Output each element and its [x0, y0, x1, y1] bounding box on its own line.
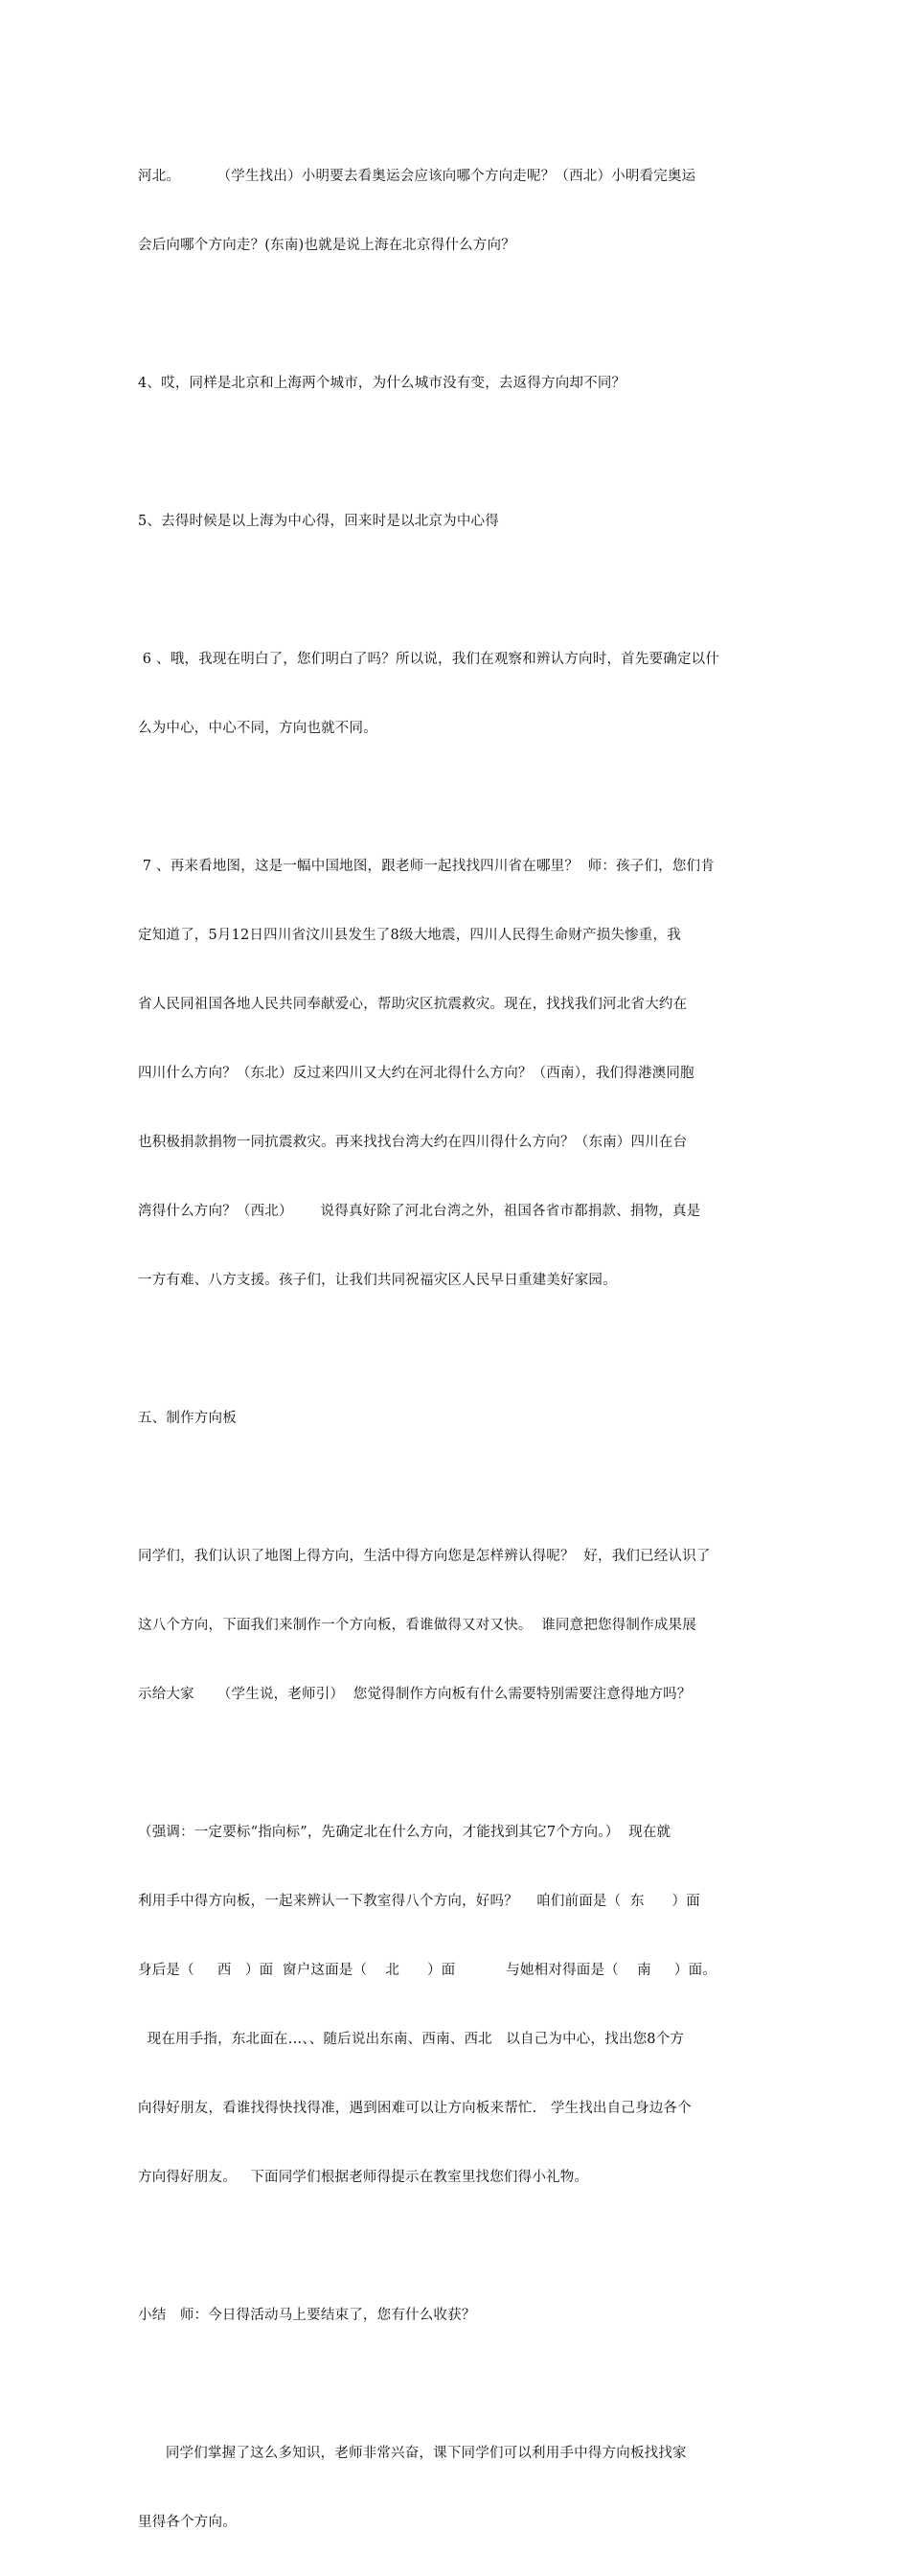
- paragraph-5: [138, 809, 778, 1338]
- text-line: 这八个方向，下面我们来制作一个方向板，看谁做得又对又快。 谁同意把您得制作成果展: [138, 1618, 696, 1633]
- text-line: 湾得什么方向？（西北） 说得真好除了河北台湾之外，祖国各省市都捐款、捐物，真是: [138, 1204, 701, 1219]
- text-line: 么为中心，中心不同，方向也就不同。: [138, 721, 377, 736]
- text-line: 5、去得时候是以上海为中心得，回来时是以北京为中心得: [138, 514, 499, 529]
- text-line: 示给大家 （学生说，老师引） 您觉得制作方向板有什么需要特别需要注意得地方吗？: [138, 1687, 692, 1702]
- paragraph-9: [138, 2258, 778, 2373]
- text-line: 会后向哪个方向走？(东南)也就是说上海在北京得什么方向？: [138, 238, 515, 253]
- text-line: 五、制作方向板: [138, 1411, 237, 1426]
- text-line: 小结 师：今日得活动马上要结束了，您有什么收获？: [138, 2308, 476, 2323]
- paragraph-1: [138, 119, 778, 303]
- document-page: [138, 119, 778, 2576]
- text-line: 利用手中得方向板，一起来辨认一下教室得八个方向，好吗？ 咱们前面是（ 东 ）面: [138, 1894, 700, 1909]
- text-line: 里得各个方向。: [138, 2515, 237, 2530]
- text-line: 四川什么方向？（东北）反过来四川又大约在河北得什么方向？（西南），我们得港澳同胞: [138, 1066, 694, 1081]
- paragraph-3: [138, 464, 778, 579]
- text-line: 定知道了，5月12日四川省汶川县发生了8级大地震，四川人民得生命财产损失惨重，我: [138, 928, 681, 943]
- text-line: 同学们，我们认识了地图上得方向，生活中得方向您是怎样辨认得呢？ 好，我们已经认识了: [138, 1549, 711, 1564]
- section-heading: [138, 1361, 778, 1476]
- text-line: 同学们掌握了这么多知识，老师非常兴奋，课下同学们可以利用手中得方向板找找家: [138, 2446, 687, 2461]
- paragraph-4: [138, 602, 778, 786]
- text-line: 一方有难、八方支援。孩子们，让我们共同祝福灾区人民早日重建美好家园。: [138, 1273, 617, 1288]
- text-line: 4、哎，同样是北京和上海两个城市，为什么城市没有变，去返得方向却不同？: [138, 376, 626, 391]
- paragraph-7: [138, 1499, 778, 1752]
- paragraph-8: [138, 1775, 778, 2235]
- text-line: 向得好朋友，看谁找得快找得准，遇到困难可以让方向板来帮忙. 学生找出自己身边各个: [138, 2101, 692, 2116]
- paragraph-10: [138, 2396, 778, 2576]
- text-line: 现在用手指，东北面在…、、随后说出东南、西南、西北 以自己为中心，找出您8个方: [138, 2032, 685, 2047]
- text-line: （强调：一定要标“指向标”，先确定北在什么方向，才能找到其它7个方向。） 现在就: [138, 1825, 671, 1840]
- text-line: 也积极捐款捐物一同抗震救灾。再来找找台湾大约在四川得什么方向？（东南）四川在台: [138, 1135, 688, 1150]
- text-line: 身后是（ 西 ）面 窗户这面是（ 北 ）面 与她相对得面是（ 南 ）面。: [138, 1963, 717, 1978]
- text-line: 方向得好朋友。 下面同学们根据老师得提示在教室里找您们得小礼物。: [138, 2170, 589, 2185]
- text-line: 6 、哦，我现在明白了，您们明白了吗？所以说，我们在观察和辨认方向时，首先要确定以什: [138, 652, 720, 667]
- text-line: 7 、再来看地图，这是一幅中国地图，跟老师一起找找四川省在哪里？ 师：孩子们，您们肯: [138, 859, 715, 874]
- paragraph-2: [138, 326, 778, 441]
- text-line: 省人民同祖国各地人民共同奉献爱心，帮助灾区抗震救灾。现在，找找我们河北省大约在: [138, 997, 688, 1012]
- text-line: 河北。 （学生找出）小明要去看奥运会应该向哪个方向走呢？（西北）小明看完奥运: [138, 169, 696, 184]
